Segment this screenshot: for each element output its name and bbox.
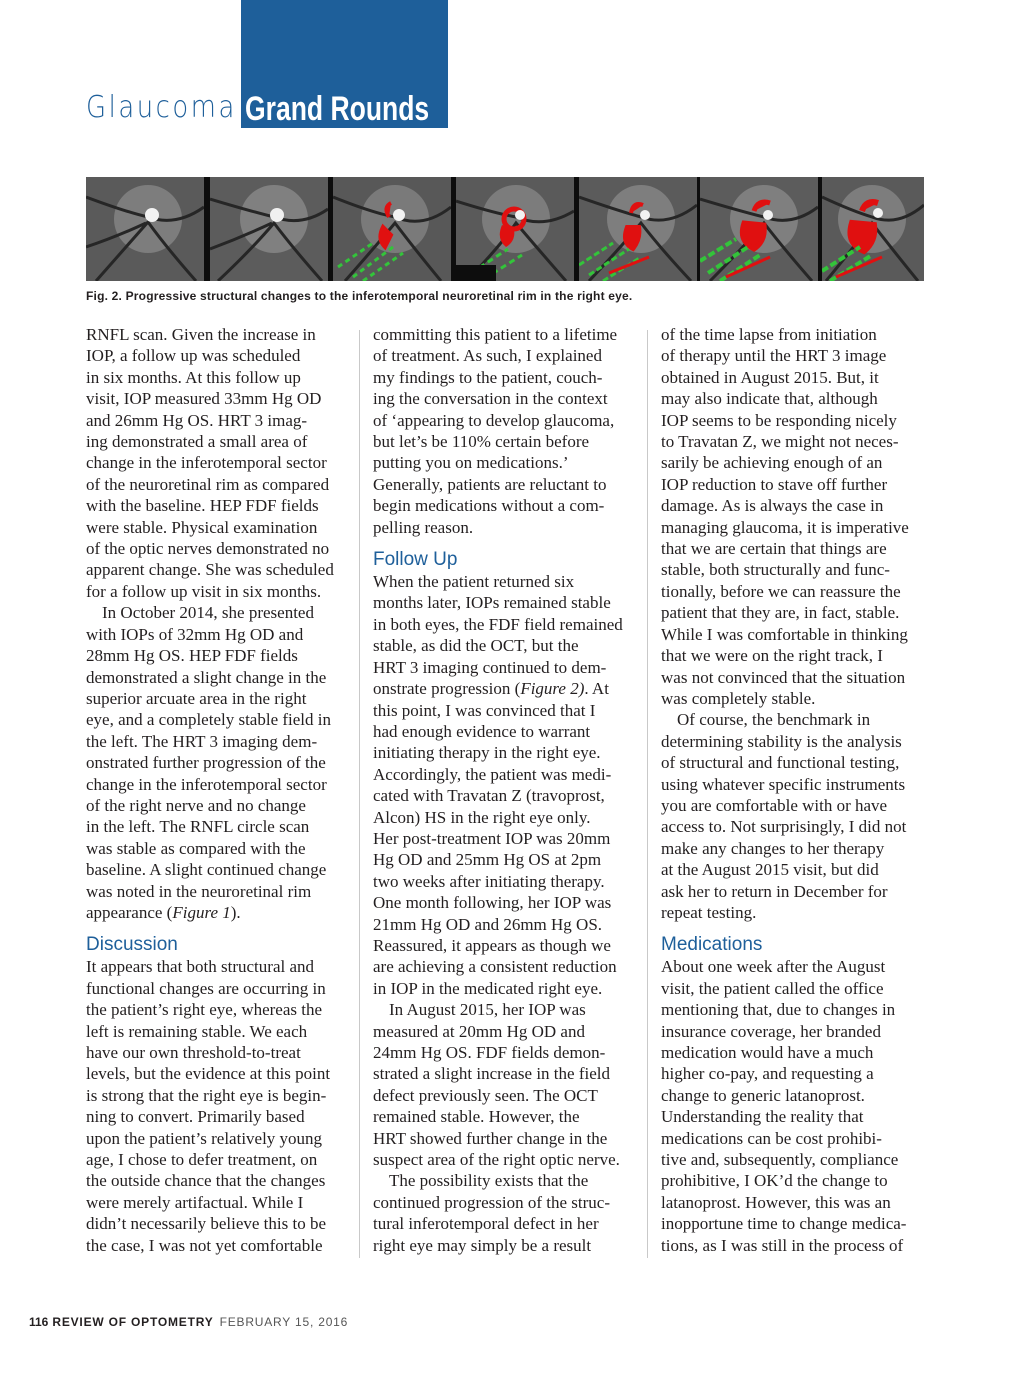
text-line: determining stability is the analysis xyxy=(661,731,902,751)
text-line: sarily be achieving enough of an xyxy=(661,453,883,473)
page-footer xyxy=(29,1315,348,1329)
issue-date: FEBRUARY 15, 2016 xyxy=(219,1315,349,1329)
text-line: visit, IOP measured 33mm Hg OD xyxy=(86,389,322,409)
text-line: this point, I was convinced that I xyxy=(373,700,596,720)
text-line: onstrated further progression of the xyxy=(86,753,326,773)
text-line: didn’t necessarily believe this to be xyxy=(86,1214,326,1234)
text-line: Reassured, it appears as though we xyxy=(373,935,611,955)
text-line: 28mm Hg OS. HEP FDF fields xyxy=(86,646,298,666)
text-line: with IOPs of 32mm Hg OD and xyxy=(86,624,304,644)
text-line: of the optic nerves demonstrated no xyxy=(86,539,330,559)
fundus-frame-5 xyxy=(579,177,697,281)
text-line xyxy=(373,678,643,699)
text-line: are achieving a consistent reduction xyxy=(373,957,617,977)
text-line: make any changes to her therapy xyxy=(661,838,885,858)
paragraph xyxy=(86,602,356,923)
text-line: was not convinced that the situation xyxy=(661,667,906,687)
text-line: tions, as I was still in the process of xyxy=(661,1235,904,1255)
text-line: were merely artifactual. While I xyxy=(86,1192,304,1212)
text-line: putting you on medications.’ xyxy=(373,453,569,473)
text-line: the patient’s right eye, whereas the xyxy=(86,1000,323,1020)
text-line: patient that they are, in fact, stable. xyxy=(661,603,900,623)
text-line: in the left. The RNFL circle scan xyxy=(86,817,310,837)
figure-reference: Figure 2) xyxy=(520,679,585,699)
text-line: is strong that the right eye is begin- xyxy=(86,1085,327,1105)
text-line: Understanding the reality that xyxy=(661,1107,864,1127)
text-line: stable, as did the OCT, but the xyxy=(373,636,579,656)
text-line: When the patient returned six xyxy=(373,572,575,592)
text-fragment: ). xyxy=(230,902,241,922)
text-line: change in the inferotemporal sector xyxy=(86,453,327,473)
figure-caption: Fig. 2. Progressive structural changes to the inferotemporal neuroretinal rim in the right eye. xyxy=(86,289,633,303)
text-line: but let’s be 110% certain before xyxy=(373,432,590,452)
text-line: was noted in the neuroretinal rim xyxy=(86,881,312,901)
header-title-light: Glaucoma xyxy=(86,90,237,125)
text-line: the left. The HRT 3 imaging dem- xyxy=(86,731,318,751)
text-line: In August 2015, her IOP was xyxy=(389,1000,586,1020)
text-line: baseline. A slight continued change xyxy=(86,860,327,880)
text-line: tive and, subsequently, compliance xyxy=(661,1150,899,1170)
fundus-frame-6 xyxy=(700,177,818,281)
text-line: Her post-treatment IOP was 20mm xyxy=(373,828,611,848)
text-line: HRT showed further change in the xyxy=(373,1128,608,1148)
text-line: that we were on the right track, I xyxy=(661,646,883,666)
text-line: months later, IOPs remained stable xyxy=(373,593,611,613)
text-line: begin medications without a com- xyxy=(373,496,605,516)
text-line: right eye may simply be a result xyxy=(373,1235,592,1255)
text-line: It appears that both structural and xyxy=(86,957,315,977)
text-line: In October 2014, she presented xyxy=(102,603,314,623)
text-line: change to generic latanoprost. xyxy=(661,1085,865,1105)
text-line: at the August 2015 visit, but did xyxy=(661,860,879,880)
text-line: of the neuroretinal rim as compared xyxy=(86,474,330,494)
text-line: using whatever specific instruments xyxy=(661,774,906,794)
text-line: of the right nerve and no change xyxy=(86,795,306,815)
text-line: Of course, the benchmark in xyxy=(677,710,871,730)
text-line: committing this patient to a lifetime xyxy=(373,325,618,344)
text-line: levels, but the evidence at this point xyxy=(86,1064,331,1084)
text-line: The possibility exists that the xyxy=(389,1171,589,1191)
text-line: insurance coverage, her branded xyxy=(661,1021,881,1041)
text-line: ask her to return in December for xyxy=(661,881,888,901)
text-line: of treatment. As such, I explained xyxy=(373,346,602,366)
text-line: visit, the patient called the office xyxy=(661,978,884,998)
text-line: IOP seems to be responding nicely xyxy=(661,410,897,430)
text-line: defect previously seen. The OCT xyxy=(373,1085,598,1105)
text-line: to Travatan Z, we might not neces- xyxy=(661,432,899,452)
text-line: mentioning that, due to changes in xyxy=(661,1000,896,1020)
paragraph xyxy=(661,956,931,1256)
column-divider xyxy=(359,330,360,1258)
text-line: was stable as compared with the xyxy=(86,838,306,858)
text-fragment: . At xyxy=(584,679,609,699)
text-line: IOP reduction to stave off further xyxy=(661,474,888,494)
text-line: stable, both structurally and func- xyxy=(661,560,890,580)
text-line: RNFL scan. Given the increase in xyxy=(86,325,316,344)
text-line: in IOP in the medicated right eye. xyxy=(373,978,603,998)
text-line: suspect area of the right optic nerve. xyxy=(373,1150,620,1170)
text-line xyxy=(86,902,356,923)
text-line: you are comfortable with or have xyxy=(661,795,888,815)
text-line: obtained in August 2015. But, it xyxy=(661,367,879,387)
text-fragment: onstrate progression ( xyxy=(373,679,521,699)
magazine-name: REVIEW OF OPTOMETRY xyxy=(52,1315,214,1329)
section-heading-follow-up: Follow Up xyxy=(373,549,458,571)
text-line: measured at 20mm Hg OD and xyxy=(373,1021,585,1041)
text-line: medication would have a much xyxy=(661,1043,874,1062)
text-line: Alcon) HS in the right eye only. xyxy=(373,807,591,827)
text-line: cated with Travatan Z (travoprost, xyxy=(373,786,605,806)
text-line: superior arcuate area in the right xyxy=(86,688,307,708)
text-line: 21mm Hg OD and 26mm Hg OS. xyxy=(373,914,603,934)
paragraph xyxy=(373,571,643,999)
text-line: latanoprost. However, this was an xyxy=(661,1192,891,1212)
text-line: damage. As is always the case in xyxy=(661,496,884,516)
text-line: were stable. Physical examination xyxy=(86,517,318,537)
text-line: ing demonstrated a small area of xyxy=(86,432,308,452)
paragraph xyxy=(661,709,931,923)
text-line: ning to convert. Primarily based xyxy=(86,1107,305,1127)
text-line: eye, and a completely stable field in xyxy=(86,710,331,730)
text-line: of the time lapse from initiation xyxy=(661,325,877,344)
text-line: two weeks after initiating therapy. xyxy=(373,871,605,891)
section-heading-medications: Medications xyxy=(661,934,763,956)
text-line: About one week after the August xyxy=(661,957,886,977)
fundus-frame-4 xyxy=(456,177,574,281)
section-heading-discussion: Discussion xyxy=(86,934,178,956)
text-line: remained stable. However, the xyxy=(373,1107,580,1127)
text-line: inopportune time to change medica- xyxy=(661,1214,907,1234)
column-3 xyxy=(661,324,931,1256)
text-line: in six months. At this follow up xyxy=(86,367,301,387)
text-line: tionally, before we can reassure the xyxy=(661,581,901,601)
text-line: Generally, patients are reluctant to xyxy=(373,474,607,494)
column-divider xyxy=(647,330,648,1258)
paragraph xyxy=(661,324,931,709)
text-line: ing the conversation in the context xyxy=(373,389,608,409)
figure-reference: Figure 1 xyxy=(172,902,231,922)
text-line: may also indicate that, although xyxy=(661,389,878,409)
text-line: repeat testing. xyxy=(661,902,757,922)
text-line: strated a slight increase in the field xyxy=(373,1064,610,1084)
text-line: of therapy until the HRT 3 image xyxy=(661,346,887,366)
paragraph xyxy=(373,324,643,538)
paragraph xyxy=(373,999,643,1170)
text-line: functional changes are occurring in xyxy=(86,978,326,998)
text-line: access to. Not surprisingly, I did not xyxy=(661,817,907,837)
paragraph xyxy=(373,1170,643,1256)
text-line: 24mm Hg OS. FDF fields demon- xyxy=(373,1043,606,1062)
figure-image-strip xyxy=(86,177,924,281)
text-line: the outside chance that the changes xyxy=(86,1171,326,1191)
text-line: upon the patient’s relatively young xyxy=(86,1128,323,1148)
header-title-bold: Grand Rounds xyxy=(245,90,430,128)
text-line: age, I chose to defer treatment, on xyxy=(86,1150,318,1170)
text-line: left is remaining stable. We each xyxy=(86,1021,308,1041)
text-line: with the baseline. HEP FDF fields xyxy=(86,496,319,516)
text-line: Accordingly, the patient was medi- xyxy=(373,764,612,784)
fundus-frame-1 xyxy=(86,177,204,281)
text-line: of structural and functional testing, xyxy=(661,753,900,773)
text-line: was completely stable. xyxy=(661,688,816,708)
text-line: pelling reason. xyxy=(373,517,474,537)
text-line: medications can be cost prohibi- xyxy=(661,1128,882,1148)
text-line: IOP, a follow up was scheduled xyxy=(86,346,301,366)
text-line: One month following, her IOP was xyxy=(373,893,612,913)
text-line: for a follow up visit in six months. xyxy=(86,581,322,601)
text-line: and 26mm Hg OS. HRT 3 imag- xyxy=(86,410,308,430)
text-line: continued progression of the struc- xyxy=(373,1192,610,1212)
text-line: demonstrated a slight change in the xyxy=(86,667,327,687)
text-line: Hg OD and 25mm Hg OS at 2pm xyxy=(373,850,602,870)
paragraph xyxy=(86,956,356,1256)
text-line: managing glaucoma, it is imperative xyxy=(661,517,909,537)
text-line: in both eyes, the FDF field remained xyxy=(373,614,623,634)
column-1 xyxy=(86,324,356,1256)
text-line: initiating therapy in the right eye. xyxy=(373,743,601,763)
column-2 xyxy=(373,324,643,1256)
text-line: that we are certain that things are xyxy=(661,539,887,559)
text-line: of ‘appearing to develop glaucoma, xyxy=(373,410,615,430)
text-line: tural inferotemporal defect in her xyxy=(373,1214,599,1234)
text-line: higher co-pay, and requesting a xyxy=(661,1064,874,1084)
text-line: HRT 3 imaging continued to dem- xyxy=(373,657,607,677)
text-line: change in the inferotemporal sector xyxy=(86,774,327,794)
text-line: have our own threshold-to-treat xyxy=(86,1043,301,1062)
text-line: the case, I was not yet comfortable xyxy=(86,1235,323,1255)
fundus-frame-2 xyxy=(210,177,328,281)
page-number: 116 xyxy=(29,1315,49,1329)
text-fragment: appearance ( xyxy=(86,902,173,922)
text-line: had enough evidence to warrant xyxy=(373,721,591,741)
text-line: prohibitive, I OK’d the change to xyxy=(661,1171,888,1191)
paragraph xyxy=(86,324,356,602)
text-line: While I was comfortable in thinking xyxy=(661,624,908,644)
fundus-frame-7 xyxy=(822,177,924,281)
text-line: apparent change. She was scheduled xyxy=(86,560,334,580)
fundus-frame-3 xyxy=(333,177,451,281)
text-line: my findings to the patient, couch- xyxy=(373,367,603,387)
